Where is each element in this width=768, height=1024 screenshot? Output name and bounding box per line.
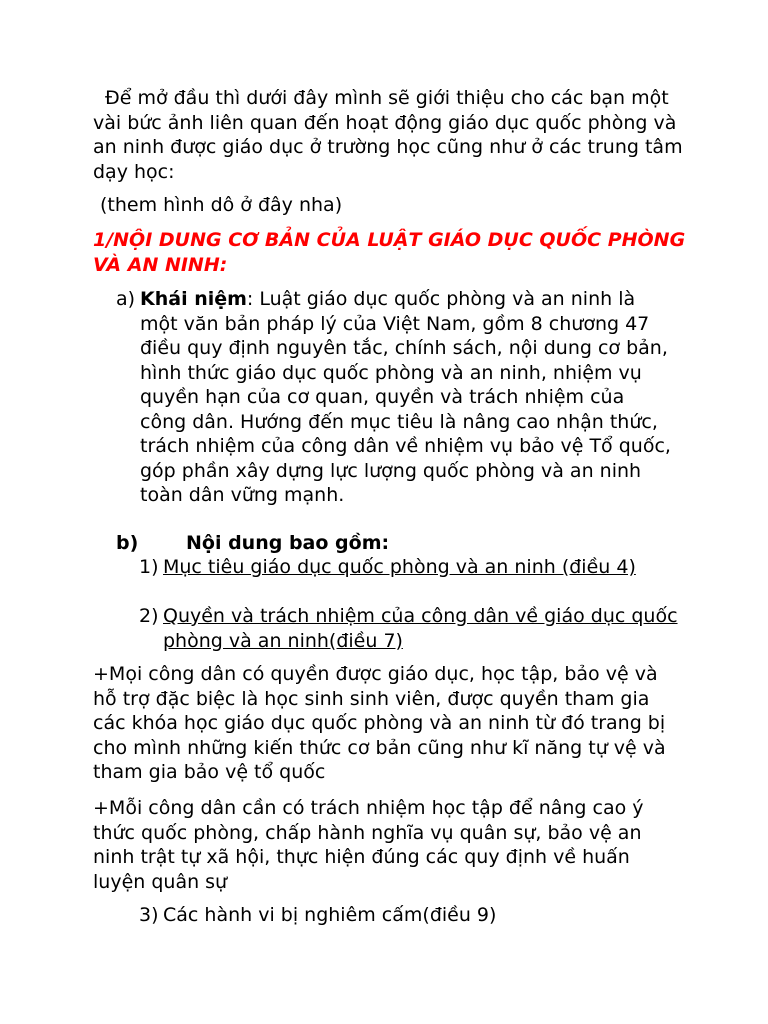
list-item-content [116,531,389,556]
duties-paragraph: +Mỗi công dân cần có trách nhiệm học tập để nâng cao ý thức quốc phòng, chấp hành nghĩa vụ quân sự, bảo vệ an ninh trật tự xã hội, thực hiện đúng các quy định về huấn luyện quân sự [93,797,644,893]
intro-paragraph: Để mở đầu thì dưới đây mình sẽ giới thiệu cho các bạn một vài bức ảnh liên quan đến hoạt động giáo dục quốc phòng và an ninh được giáo dục ở trường học cũng như ở các trung tâm dạy học: [93,87,683,183]
numbered-item [139,555,679,580]
numbered-text: Mục tiêu giáo dục quốc phòng và an ninh (điều 4) [163,556,636,578]
numbered-text: Các hành vi bị nghiêm cấm(điều 9) [163,904,497,926]
image-placeholder-note: (them hình dô ở đây nha) [100,194,343,216]
concept-term: Khái niệm [140,288,247,310]
concept-text: : Luật giáo dục quốc phòng và an ninh là một văn bản pháp lý của Việt Nam, gồm 8 chương 47 điều quy định nguyên tắc, chính sách, nội dung cơ bản, hình thức giáo dục quốc phòng và an ninh, nhiệm vụ quyền hạn của cơ quan, quyền và trách nhiệm của công dân. Hướng đến mục tiêu là nâng cao nhận thức, trách nhiệm của công dân về nhiệm vụ bảo vệ Tổ quốc, góp phần xây dựng lực lượng quốc phòng và an ninh toàn dân vững mạnh. [140,288,671,506]
list-marker: b) [116,532,139,554]
numbered-marker: 3) [139,904,159,926]
section-heading: 1/NỘI DUNG CƠ BẢN CỦA LUẬT GIÁO DỤC QUỐC PHÒNG VÀ AN NINH: [93,229,686,276]
content-label: Nội dung bao gồm: [186,532,390,554]
numbered-item [139,604,679,653]
numbered-marker: 1) [139,556,159,578]
numbered-text: Quyền và trách nhiệm của công dân về giáo dục quốc phòng và an ninh(điều 7) [163,605,678,652]
numbered-item [139,903,679,928]
list-marker: a) [116,288,136,310]
numbered-marker: 2) [139,605,159,627]
concept-body [140,287,676,508]
rights-paragraph: +Mọi công dân có quyền được giáo dục, học tập, bảo vệ và hỗ trợ đặc biệc là học sinh sinh viên, được quyền tham gia các khóa học giáo dục quốc phòng và an ninh từ đó trang bị cho mình những kiến thức cơ bản cũng như kĩ năng tự vệ và tham gia bảo vệ tổ quốc [93,663,666,783]
list-item-concept [116,287,676,508]
